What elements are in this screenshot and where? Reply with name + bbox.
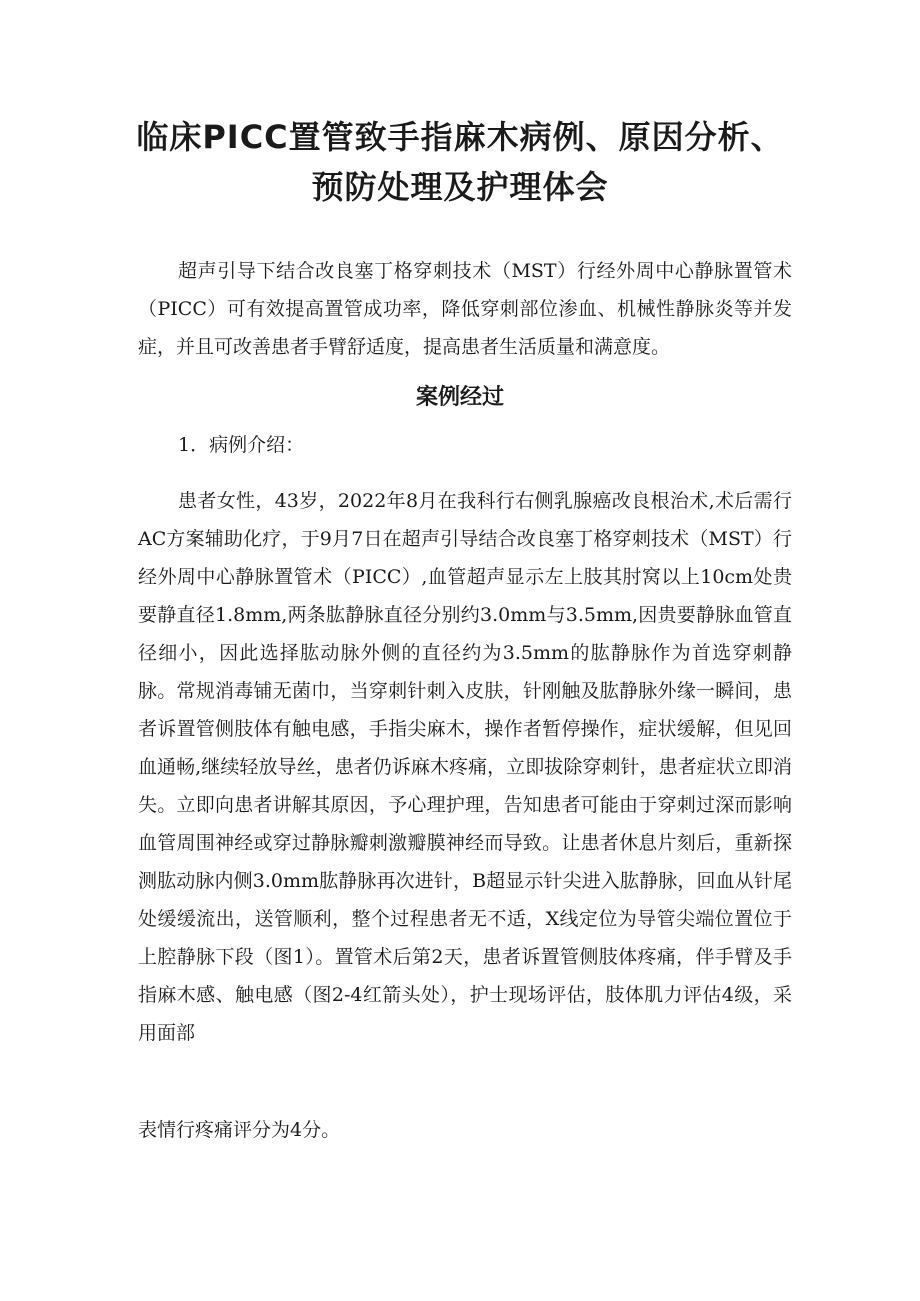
case-paragraph: 患者女性，43岁，2022年8月在我科行右侧乳腺癌改良根治术,术后需行AC方案辅助化疗，于9月7日在超声引导结合改良塞丁格穿刺技术（MST）行经外周中心静脉置管术（PICC）,血管超声显示左上肢其肘窝以上10cm处贵要静直径1.8mm,两条肱静脉直径分别约3.0mm与3.5mm,因贵要静脉血管直径细小，因此选择肱动脉外侧的直径约为3.5mm的肱静脉作为首选穿刺静脉。常规消毒铺无菌巾，当穿刺针刺入皮肤，针刚触及肱静脉外缘一瞬间，患者诉置管侧肢体有触电感，手指尖麻木，操作者暂停操作，症状缓解，但见回血通畅,继续轻放导丝，患者仍诉麻木疼痛，立即拔除穿刺针，患者症状立即消失。立即向患者讲解其原因，予心理护理，告知患者可能由于穿刺过深而影响血管周围神经或穿过静脉瓣刺激瓣膜神经而导致。让患者休息片刻后，重新探测肱动脉内侧3.0mm肱静脉再次进针，B超显示针尖进入肱静脉，回血从针尾处缓缓流出，送管顺利，整个过程患者无不适，X线定位为导管尖端位置位于上腔静脉下段（图1）。置管术后第2天，患者诉置管侧肢体疼痛，伴手臂及手指麻木感、触电感（图2-4红箭头处），护士现场评估，肢体肌力评估4级，采用面部 [138,490,792,1044]
intro-paragraph: 超声引导下结合改良塞丁格穿刺技术（MST）行经外周中心静脉置管术（PICC）可有效提高置管成功率，降低穿刺部位渗血、机械性静脉炎等并发症，并且可改善患者手臂舒适度，提高患者生活质量和满意度。 [138,260,792,358]
case-subheading: 1．病例介绍： [178,434,305,456]
section-heading: 案例经过 [415,385,504,410]
case-paragraph-tail: 表情行疼痛评分为4分。 [138,1119,341,1141]
document-title-line-2: 预防处理及护理体会 [311,168,609,206]
document-title-line-1: 临床PICC置管致手指麻木病例、原因分析、 [136,118,784,156]
